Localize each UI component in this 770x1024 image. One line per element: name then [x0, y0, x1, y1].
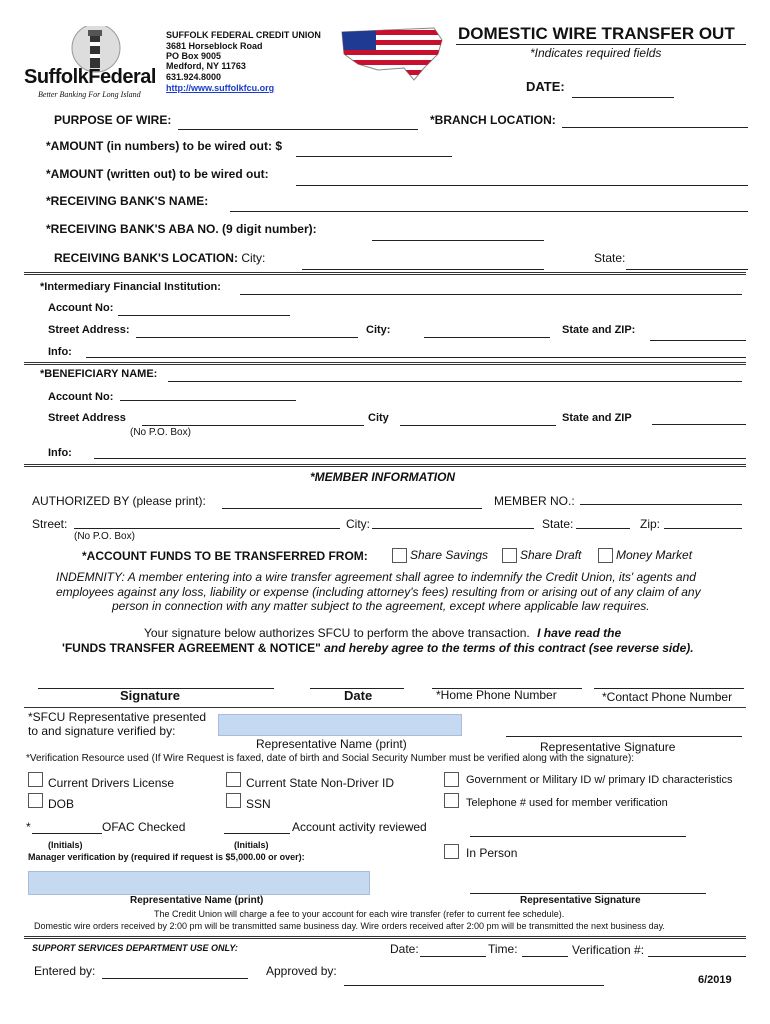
divider	[24, 936, 746, 939]
rep-presented-line2: to and signature verified by:	[28, 724, 176, 738]
org-url[interactable]: http://www.suffolkfcu.org	[166, 83, 275, 93]
manager-note: Manager verification by (required if request is $5,000.00 or over):	[28, 852, 305, 862]
location-state-field[interactable]	[626, 269, 748, 270]
ssn-checkbox[interactable]	[226, 793, 241, 808]
gov-id-checkbox[interactable]	[444, 772, 459, 787]
beneficiary-state-zip-field[interactable]	[652, 424, 746, 425]
beneficiary-name-field[interactable]	[168, 381, 742, 382]
org-address1: 3681 Horseblock Road	[166, 41, 263, 51]
approved-by-label: Approved by:	[266, 964, 337, 978]
divider	[24, 707, 746, 708]
in-person-label: In Person	[466, 846, 518, 860]
activity-initials-field[interactable]	[224, 833, 290, 834]
logo	[24, 26, 164, 102]
member-city-label: City:	[346, 517, 370, 531]
intermediary-account-label: Account No:	[48, 302, 114, 314]
manager-signature-field[interactable]	[470, 836, 686, 837]
entered-by-field[interactable]	[102, 978, 248, 979]
form-version: 6/2019	[698, 974, 732, 986]
member-state-label: State:	[542, 517, 574, 531]
date-label: DATE:	[526, 79, 565, 94]
org-address2: PO Box 9005	[166, 51, 222, 61]
ofac-label: OFAC Checked	[102, 820, 186, 834]
dob-label: DOB	[48, 797, 75, 811]
signature-label: Signature	[120, 688, 180, 703]
logo-wordmark: SuffolkFederal	[24, 66, 156, 88]
amount-text-field[interactable]	[296, 185, 748, 186]
amount-text-label: *AMOUNT (written out) to be wired out:	[46, 167, 269, 181]
indemnity-line3: person in connection with any matter subject to the agreement, except where applicable law requires.	[112, 599, 650, 613]
amount-num-label: *AMOUNT (in numbers) to be wired out: $	[46, 139, 282, 153]
logo-tagline: Better Banking For Long Island	[38, 90, 141, 99]
ofac-initials-label: (Initials)	[48, 840, 83, 850]
phone-verify-checkbox[interactable]	[444, 793, 459, 808]
member-no-field[interactable]	[580, 504, 742, 505]
street-label: Street:	[32, 517, 68, 531]
share-savings-checkbox[interactable]	[392, 548, 407, 563]
intermediary-state-zip-field[interactable]	[650, 340, 746, 341]
location-city-label: City:	[241, 251, 266, 265]
purpose-label: PURPOSE OF WIRE:	[54, 113, 172, 127]
street-field[interactable]	[74, 528, 340, 529]
rep-signature-label-2: Representative Signature	[520, 895, 641, 906]
fee-note: The Credit Union will charge a fee to your account for each wire transfer (refer to current fee schedule).	[154, 909, 565, 919]
member-no-po: (No P.O. Box)	[74, 531, 135, 542]
verification-number-label: Verification #:	[572, 943, 645, 957]
beneficiary-street-label: Street Address	[48, 412, 126, 424]
org-name: SUFFOLK FEDERAL CREDIT UNION	[166, 30, 321, 40]
rep-signature-label: Representative Signature	[540, 740, 676, 754]
share-savings-label: Share Savings	[410, 548, 489, 562]
dob-checkbox[interactable]	[28, 793, 43, 808]
intermediary-state-zip-label: State and ZIP:	[562, 324, 636, 336]
intermediary-street-field[interactable]	[136, 337, 358, 338]
nondriver-label: Current State Non-Driver ID	[246, 776, 395, 790]
ofac-initials-field[interactable]	[32, 833, 102, 834]
beneficiary-city-label: City	[368, 412, 389, 424]
intermediary-info-field[interactable]	[86, 357, 746, 358]
nondriver-checkbox[interactable]	[226, 772, 241, 787]
member-no-label: MEMBER NO.:	[494, 494, 575, 508]
approved-by-field[interactable]	[344, 985, 604, 986]
beneficiary-state-zip-label: State and ZIP	[562, 412, 632, 424]
ofac-asterisk: *	[26, 820, 31, 834]
intermediary-city-label: City:	[366, 324, 391, 336]
share-draft-label: Share Draft	[520, 548, 582, 562]
agreement-title: 'FUNDS TRANSFER AGREEMENT & NOTICE"	[62, 641, 321, 655]
rep-name-input[interactable]	[218, 714, 462, 736]
support-time-label: Time:	[488, 942, 518, 956]
cutoff-note: Domestic wire orders received by 2:00 pm will be transmitted same business day. Wire orders received after 2:00 pm will be transmitted the next business day.	[34, 921, 665, 931]
money-market-checkbox[interactable]	[598, 548, 613, 563]
beneficiary-street-field[interactable]	[142, 425, 364, 426]
date-field[interactable]	[572, 97, 674, 98]
location-label-text: RECEIVING BANK'S LOCATION:	[54, 251, 238, 265]
agreement-terms: and hereby agree to the terms of this contract (see reverse side).	[324, 641, 694, 655]
entered-by-label: Entered by:	[34, 964, 96, 978]
funds-label: *ACCOUNT FUNDS TO BE TRANSFERRED FROM:	[82, 549, 368, 563]
location-label	[54, 251, 265, 265]
gov-id-label: Government or Military ID w/ primary ID characteristics	[466, 774, 733, 786]
aba-field[interactable]	[372, 240, 544, 241]
beneficiary-no-po: (No P.O. Box)	[130, 427, 191, 438]
aba-label: *RECEIVING BANK'S ABA NO. (9 digit number):	[46, 222, 317, 236]
intermediary-title: *Intermediary Financial Institution:	[40, 281, 221, 293]
branch-field[interactable]	[562, 127, 748, 128]
intermediary-account-field[interactable]	[118, 315, 290, 316]
date-sign-label: Date	[344, 688, 373, 703]
member-state-field[interactable]	[576, 528, 630, 529]
home-phone-label: *Home Phone Number	[436, 688, 557, 702]
contact-phone-label: *Contact Phone Number	[602, 690, 733, 704]
authorized-label: AUTHORIZED BY (please print):	[32, 494, 206, 508]
intermediary-street-label: Street Address:	[48, 324, 130, 336]
indemnity-line1: INDEMNITY: A member entering into a wire transfer agreement shall agree to indemnify the Credit Union, its' agents and	[56, 570, 696, 584]
support-date-field[interactable]	[420, 956, 486, 957]
rep-name-input-2[interactable]	[28, 871, 370, 895]
in-person-checkbox[interactable]	[444, 844, 459, 859]
authorized-field[interactable]	[222, 508, 482, 509]
us-flag-map-icon	[338, 24, 446, 82]
member-city-field[interactable]	[372, 528, 534, 529]
divider	[24, 362, 746, 365]
divider	[24, 272, 746, 275]
intermediary-city-field[interactable]	[424, 337, 550, 338]
rep-name-print-label-2: Representative Name (print)	[130, 895, 264, 906]
authorization-line1	[144, 626, 621, 640]
location-state-label: State:	[594, 251, 626, 265]
license-label: Current Drivers License	[48, 776, 175, 790]
rep-signature-field[interactable]	[506, 736, 742, 737]
amount-num-field[interactable]	[296, 156, 452, 157]
activity-initials-label: (Initials)	[234, 840, 269, 850]
purpose-field[interactable]	[178, 129, 418, 130]
member-zip-field[interactable]	[664, 528, 742, 529]
money-market-label: Money Market	[616, 548, 693, 562]
org-address3: Medford, NY 11763	[166, 61, 246, 71]
authorization-line2	[62, 641, 694, 655]
beneficiary-info-label: Info:	[48, 447, 72, 459]
member-section-title: *MEMBER INFORMATION	[310, 470, 456, 484]
rep-signature-field-2[interactable]	[470, 893, 706, 894]
contact-phone-field[interactable]	[594, 688, 744, 689]
bank-name-label: *RECEIVING BANK'S NAME:	[46, 194, 209, 208]
phone-verify-label: Telephone # used for member verification	[466, 797, 668, 809]
support-time-field[interactable]	[522, 956, 568, 957]
location-city-field[interactable]	[302, 269, 544, 270]
activity-label: Account activity reviewed	[292, 820, 427, 834]
rep-name-print-label: Representative Name (print)	[256, 737, 407, 751]
intermediary-info-label: Info:	[48, 346, 72, 358]
form-title: DOMESTIC WIRE TRANSFER OUT	[458, 24, 735, 43]
indemnity-line2: employees against any loss, liability or expense (including attorney's fees) resulting from or arising out of any claim of any	[56, 585, 701, 599]
support-date-label: Date:	[390, 942, 419, 956]
authorization-read: I have read the	[537, 626, 622, 640]
share-draft-checkbox[interactable]	[502, 548, 517, 563]
member-zip-label: Zip:	[640, 517, 661, 531]
intermediary-name-field[interactable]	[240, 294, 742, 295]
divider	[24, 464, 746, 467]
beneficiary-city-field[interactable]	[400, 425, 556, 426]
verification-number-field[interactable]	[648, 956, 746, 957]
beneficiary-account-label: Account No:	[48, 391, 114, 403]
verification-note: *Verification Resource used (If Wire Request is faxed, date of birth and Social Security Number must be verified along with the signature):	[26, 753, 635, 764]
beneficiary-account-field[interactable]	[120, 400, 296, 401]
authorization-text: Your signature below authorizes SFCU to perform the above transaction.	[144, 626, 530, 640]
beneficiary-info-field[interactable]	[94, 458, 746, 459]
support-title: SUPPORT SERVICES DEPARTMENT USE ONLY:	[32, 943, 238, 953]
org-phone: 631.924.8000	[166, 72, 222, 82]
license-checkbox[interactable]	[28, 772, 43, 787]
rep-presented-line1: *SFCU Representative presented	[28, 710, 207, 724]
required-note: *Indicates required fields	[530, 46, 662, 60]
beneficiary-title: *BENEFICIARY NAME:	[40, 368, 158, 380]
ssn-label: SSN	[246, 797, 271, 811]
branch-label: *BRANCH LOCATION:	[430, 113, 556, 127]
bank-name-field[interactable]	[230, 211, 748, 212]
